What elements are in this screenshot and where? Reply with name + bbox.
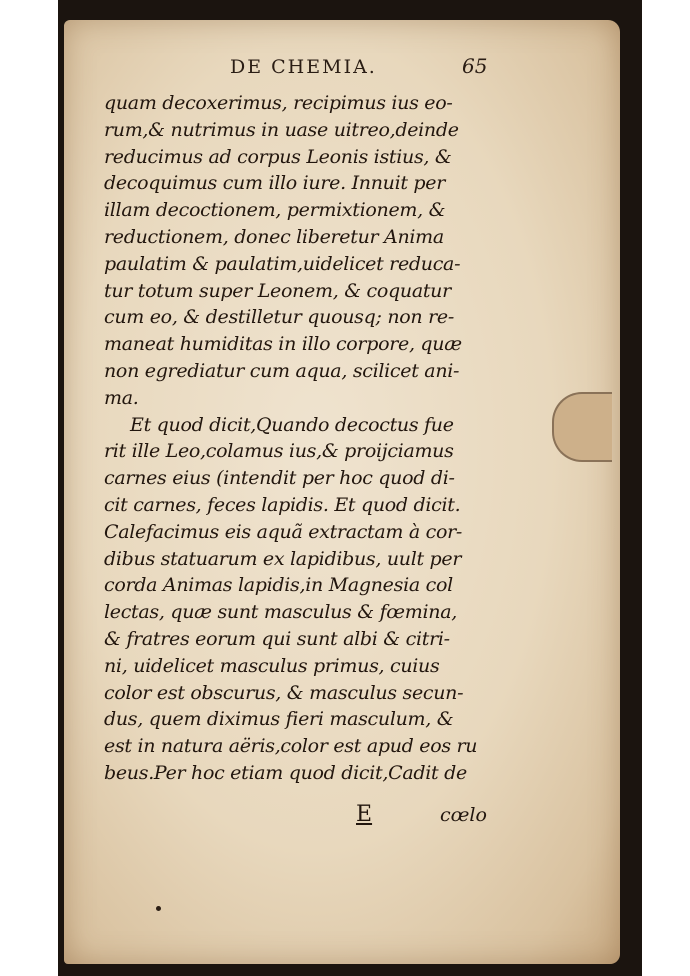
text-line: reducimus ad corpus Leonis istius, &: [104, 145, 452, 168]
text-line: tur totum super Leonem, & coquatur: [104, 279, 451, 302]
text-line: illam decoctionem, permixtionem, &: [104, 199, 446, 222]
page-tab: [552, 392, 612, 462]
text-line: Et quod dicit,Quando decoctus fue: [130, 413, 454, 436]
catchword: cœlo: [440, 804, 487, 826]
running-title: DE CHEMIA.: [230, 56, 377, 78]
text-line: cit carnes, feces lapidis. Et quod dicit.: [104, 493, 461, 516]
text-line: reductionem, donec liberetur Anima: [104, 225, 444, 248]
ink-spot: [156, 906, 161, 911]
text-line: decoquimus cum illo iure. Innuit per: [104, 172, 446, 195]
page-number: 65: [462, 54, 488, 78]
text-line: lectas, quæ sunt masculus & fœmina,: [104, 601, 457, 624]
text-line: beus.Per hoc etiam quod dicit,Cadit de: [104, 761, 467, 784]
text-line: dibus statuarum ex lapidibus, uult per: [104, 547, 462, 570]
text-line: cum eo, & destilletur quousq; non re-: [104, 306, 454, 329]
text-line: ni, uidelicet masculus primus, cuius: [104, 654, 440, 677]
text-line: dus, quem diximus fieri masculum, &: [104, 708, 454, 731]
signature-mark: E: [356, 802, 373, 827]
text-line: Calefacimus eis aquã extractam à cor-: [104, 520, 463, 543]
text-line: color est obscurus, & masculus secun-: [104, 681, 464, 704]
text-line: est in natura aëris,color est apud eos ru: [104, 735, 478, 758]
text-line: carnes eius (intendit per hoc quod di-: [104, 467, 455, 490]
text-line: non egrediatur cum aqua, scilicet ani-: [104, 359, 460, 382]
text-line: paulatim & paulatim,uidelicet reduca-: [104, 252, 461, 275]
text-line: & fratres eorum qui sunt albi & citri-: [104, 627, 450, 650]
text-line: rit ille Leo,colamus ius,& proijciamus: [104, 440, 454, 463]
text-line: ma.: [104, 386, 139, 409]
text-line: rum,& nutrimus in uase uitreo,deinde: [104, 118, 459, 141]
body-text: [104, 90, 524, 787]
text-line: maneat humiditas in illo corpore, quæ: [104, 333, 462, 356]
text-line: quam decoxerimus, recipimus ius eo-: [104, 92, 453, 114]
text-line: corda Animas lapidis,in Magnesia col: [104, 574, 453, 597]
